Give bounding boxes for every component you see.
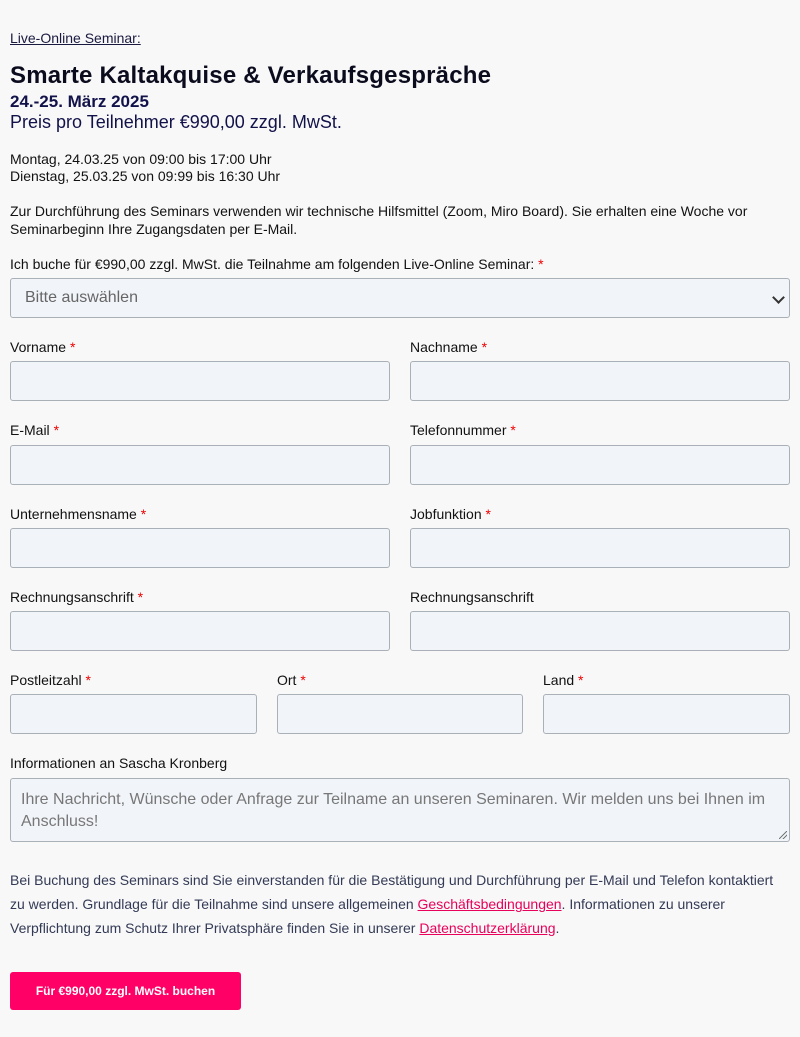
telefon-input[interactable] — [410, 445, 790, 485]
rechnung1-input[interactable] — [10, 611, 390, 651]
required-mark: * — [137, 589, 144, 605]
legal-text: Bei Buchung des Seminars sind Sie einverstanden für die Bestätigung und Durchführung per E-Mail und Telefon kontaktiert zu werden. Grundlage für die Teilnahme sind unsere allgemeinen Geschäftsbedingungen. Informationen zu unserer Verpflichtung zum Schutz Ihrer Privatsphäre finden Sie in unserer Datenschutzerklärung. — [10, 872, 774, 936]
jobfunktion-label: Jobfunktion * — [410, 506, 491, 522]
seminar-select-label: Ich buche für €990,00 zzgl. MwSt. die Teilnahme am folgenden Live-Online Seminar: * — [10, 256, 544, 272]
required-mark: * — [85, 672, 91, 688]
required-mark: * — [510, 422, 516, 438]
resize-handle-icon[interactable] — [779, 831, 787, 839]
required-mark: * — [140, 506, 147, 522]
email-input[interactable] — [10, 445, 390, 485]
rechnung1-label: Rechnungsanschrift * — [10, 589, 144, 605]
ort-input[interactable] — [277, 694, 523, 734]
seminar-date: 24.-25. März 2025 — [10, 92, 149, 111]
jobfunktion-input[interactable] — [410, 528, 790, 568]
plz-label: Postleitzahl * — [10, 672, 91, 688]
unternehmen-input[interactable] — [10, 528, 390, 568]
rechnung2-label: Rechnungsanschrift — [410, 589, 534, 605]
seminar-select[interactable] — [10, 278, 790, 318]
info-text: Zur Durchführung des Seminars verwenden wir technische Hilfsmittel (Zoom, Miro Board). Sie erhalten eine Woche vor Seminarbeginn Ihre Zugangsdaten per E-Mail. — [10, 203, 748, 237]
schedule-day-1: Montag, 24.03.25 von 09:00 bis 17:00 Uhr — [10, 151, 272, 167]
seminar-price: Preis pro Teilnehmer €990,00 zzgl. MwSt. — [10, 112, 342, 132]
seminar-kicker: Live-Online Seminar: — [10, 30, 141, 46]
ort-label: Ort * — [277, 672, 306, 688]
land-input[interactable] — [543, 694, 790, 734]
unternehmen-label: Unternehmensname * — [10, 506, 147, 522]
required-mark: * — [53, 422, 60, 438]
required-mark: * — [481, 339, 488, 355]
schedule — [10, 151, 280, 185]
submit-booking-button[interactable]: Für €990,00 zzgl. MwSt. buchen — [10, 972, 241, 1010]
datenschutz-link[interactable]: Datenschutzerklärung — [419, 920, 556, 936]
required-mark: * — [300, 672, 306, 688]
required-mark: * — [69, 339, 76, 355]
nachname-input[interactable] — [410, 361, 790, 401]
land-label: Land * — [543, 672, 584, 688]
message-label: Informationen an Sascha Kronberg — [10, 755, 228, 771]
schedule-day-2: Dienstag, 25.03.25 von 09:99 bis 16:30 Uhr — [10, 168, 281, 184]
vorname-label: Vorname * — [10, 339, 76, 355]
telefon-label: Telefonnummer * — [410, 422, 516, 438]
rechnung2-input[interactable] — [410, 611, 790, 651]
required-mark: * — [485, 506, 491, 522]
page-title: Smarte Kaltakquise & Verkaufsgespräche — [10, 62, 492, 89]
chevron-down-icon — [772, 291, 785, 304]
email-label: E-Mail * — [10, 422, 60, 438]
message-placeholder: Ihre Nachricht, Wünsche oder Anfrage zur Teilname an unseren Seminaren. Wir melden uns bei Ihnen im Anschluss! — [21, 791, 766, 830]
required-mark: * — [578, 672, 584, 688]
message-textarea[interactable] — [10, 778, 790, 842]
agb-link[interactable]: Geschäftsbedingungen — [417, 896, 562, 912]
required-mark: * — [538, 256, 544, 272]
vorname-input[interactable] — [10, 361, 390, 401]
nachname-label: Nachname * — [410, 339, 488, 355]
plz-input[interactable] — [10, 694, 257, 734]
seminar-select-value: Bitte auswählen — [25, 289, 138, 306]
